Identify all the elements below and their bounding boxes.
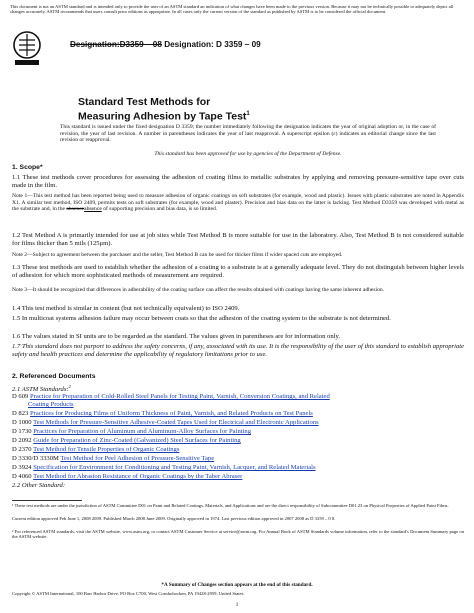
reference-item[interactable]: D 609 Practice for Preparation of Cold-Rolled Steel Panels for Testing Paint, Varnish, Conversion Coatings, and Related [12,393,330,400]
reference-item[interactable]: D 823 Practices for Producing Films of Uniform Thickness of Paint, Varnish, and Related Products on Test Panels [12,410,313,417]
copyright-line: Copyright © ASTM International, 100 Barr Harbor Drive, PO Box C700, West Conshohocken, PA 19428-2959, United States. [12,591,245,596]
intro-text: This standard is issued under the fixed designation D 3359; the number immediately following the designation indicates the year of original adoption or, in the case of revision, the year of last revision. A number in parentheses indicates the year of last reapproval. A superscript epsilon (ε) indicates an editorial change since the last revision or reapproval. [60,124,436,144]
note-2: Note 2—Subject to agreement between the purchaser and the seller, Test Method B can be used for thicker films if wider spaced cuts are employed. [12,252,343,258]
reference-item[interactable]: Coating Products [28,401,74,408]
page-number: 1 [235,602,239,608]
approval-note: This standard has been approved for use by agencies of the Department of Defense. [154,151,342,157]
footnote-1-edition: Current edition approved Feb June 1, 2008 2009. Published March 2008 June 2009. Originally approved in 1974. Last previous edition approved in 2007 2008 as D 3359 – 0 8. [12,516,336,521]
reference-item[interactable]: D 1000 Test Methods for Pressure-Sensitive Adhesive-Coated Tapes Used for Electrical and Electronic Applications [12,419,319,426]
designation-old: Designation:D3359 – 08 [70,40,162,49]
footnote-1: ¹ These test methods are under the jurisdiction of ASTM Committee D01 on Paint and Related Coatings, Materials, and Applications and are the direct responsibility of Subcommittee D01.23 on Physical Properties of Applied Paint Films. [12,503,449,508]
reference-item[interactable]: D 3330/D 3330M Test Method for Peel Adhesion of Pressure-Sensitive Tape [12,455,215,462]
astm-logo-icon [12,30,42,70]
reference-item[interactable]: D 2092 Guide for Preparation of Zinc-Coated (Galvanized) Steel Surfaces for Painting [12,437,241,444]
reference-item[interactable]: D 2370 Test Method for Tensile Properties of Organic Coatings [12,446,180,453]
note-3: Note 3—It should be recognized that differences in adherability of the coating surface can affect the results obtained with coatings having the same inherent adhesion. [12,287,385,293]
document-title [78,96,250,123]
title-line-2: Measuring Adhesion by Tape Test$^1$ [78,110,250,123]
summary-of-changes-note: *A Summary of Changes section appears at the end of this standard. [161,582,313,588]
section-2-heading: 2. Referenced Documents [12,373,96,380]
para-1-6: 1.6 The values stated in SI units are to be regarded as the standard. The values given in parentheses are for information only. [12,333,340,340]
para-1-2: 1.2 Test Method A is primarily intended for use at job sites while Test Method B is more suitable for use in the laboratory. Also, Test Method B is not considered suitable for films thicker than 5 mils (125μm). [12,232,464,247]
other-standard-subheading: 2.2 Other Standard: [12,482,66,489]
footnote-divider [12,500,82,501]
disclaimer-notice: This document is not an ASTM standard and is intended only to provide the user of an ASTM standard an indication of what changes have been made to the previous version. Because it may not be technically possible to adequately depict all changes accurately, ASTM recommends that users consult prior editions as appropriate. In all cases only the current version of the standard as published by ASTM is to be considered the official document. [10,4,454,15]
para-1-5: 1.5 In multicoat systems adhesion failure may occur between coats so that the adhesion of the coating system to the substrate is not determined. [12,315,391,322]
designation [70,40,261,49]
para-1-3: 1.3 These test methods are used to establish whether the adhesion of a coating to a substrate is at a generally adequate level. They do not distinguish between higher levels of adhesion for which more sophisticated methods of measurement are required. [12,264,464,279]
designation-new: Designation: D 3359 – 09 [164,40,261,49]
footnote-2: ² For referenced ASTM standards, visit the ASTM website, www.astm.org, or contact ASTM Customer Service at service@astm.org. For Annual Book of ASTM Standards volume information, refer to the standard's Document Summary page on the ASTM website. [12,529,464,540]
para-1-1: 1.1 These test methods cover procedures for assessing the adhesion of coating films to metallic substrates by applying and removing pressure-sensitive tape over cuts made in the film. [12,174,464,189]
reference-item[interactable]: D 3924 Specification for Environment for Conditioning and Testing Paint, Varnish, Lacquer, and Related Materials [12,464,316,471]
reference-item[interactable]: D 1730 Practices for Preparation of Aluminum and Aluminum-Alloy Surfaces for Painting [12,428,252,435]
reference-item[interactable]: D 4060 Test Method for Abrasion Resistance of Organic Coatings by the Taber Abraser [12,473,243,480]
astm-standards-subheading: 2.1 ASTM Standards:$^2$ [12,384,71,394]
section-1-heading: 1. Scope* [12,164,43,171]
para-1-7: 1.7 This standard does not purport to address the safety concerns, if any, associated with its use. It is the responsibility of the user of this standard to establish appropriate safety and health practices and determine the applicability of regulatory limitations prior to use. [12,343,464,358]
title-line-1: Standard Test Methods for [78,96,211,108]
para-1-4: 1.4 This test method is similar in content (but not technically equivalent) to ISO 2409. [12,305,240,312]
note-1: Note 1—This test method has been reported being used to measure adhesion of organic coatings on soft substrates (for example, wood and plastic). Issues with plastic substrates are noted in Appendix X1. A similar test method, ISO 2409, permits tests on soft substrates (for example, wood and plaster). Precision and bias data on the latter is lacking. Test Method D3359 was developed with metal as the substrate and, in the absenceabsence of supporting precision and bias data, is so limited. [12,193,464,213]
